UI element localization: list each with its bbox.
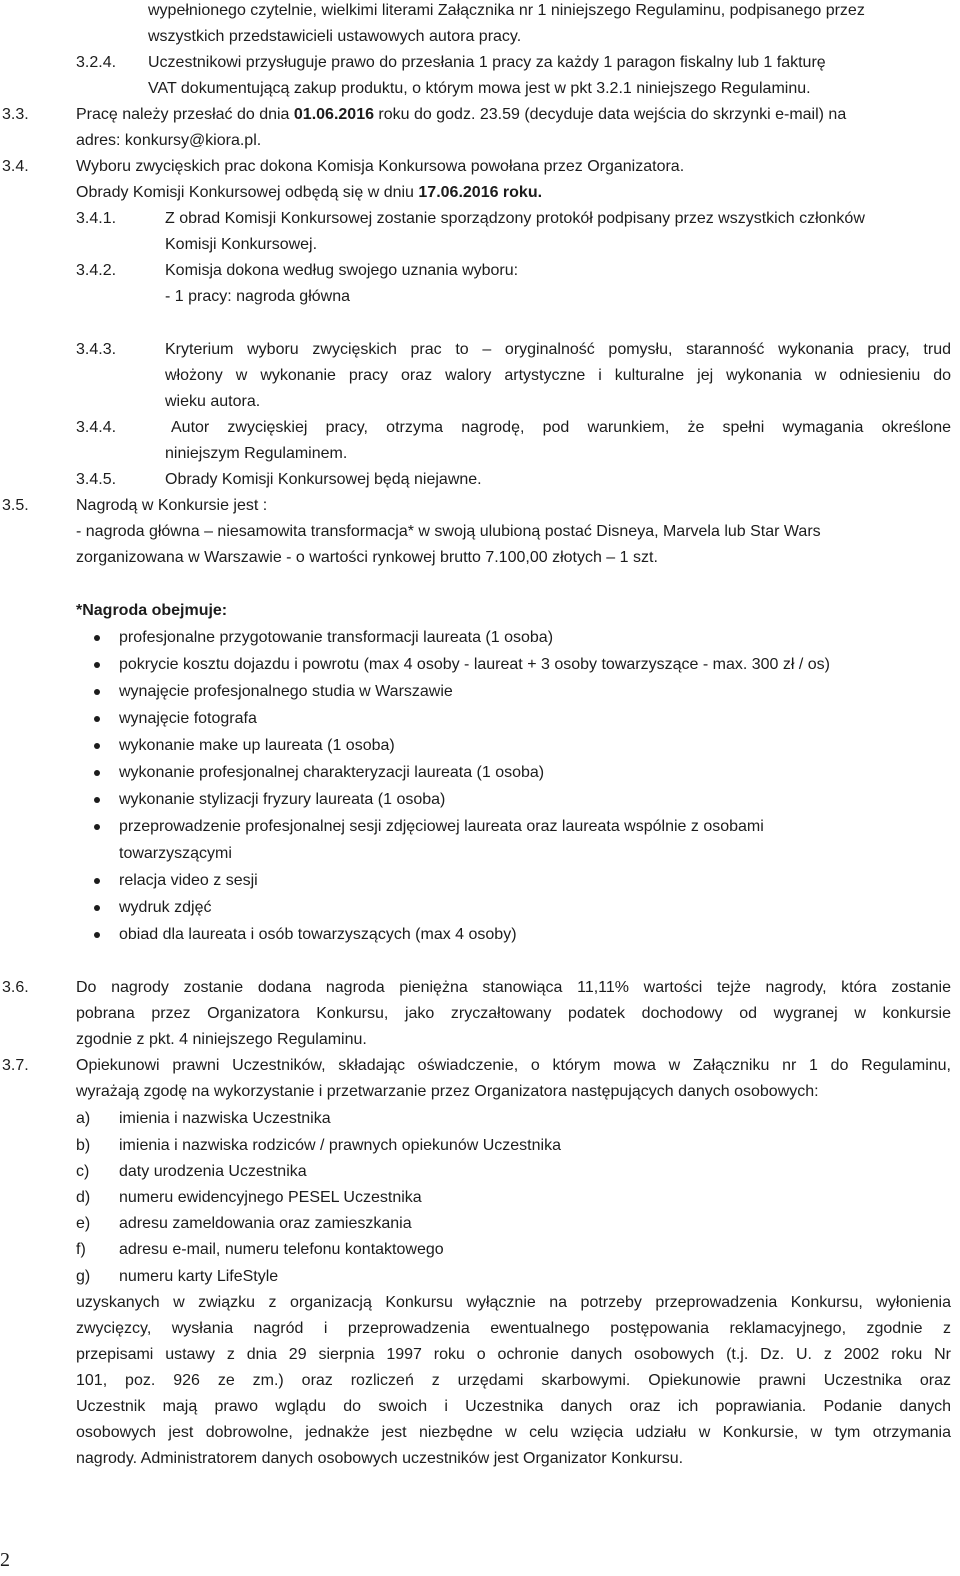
bullet-icon: [94, 824, 100, 830]
section-3-4-3-line-1: Kryterium wyboru zwycięskich prac to – oryginalność pomysłu, staranność wykonania pracy, trud: [165, 341, 951, 358]
bullet-icon: [94, 878, 100, 884]
list-letter: b): [76, 1137, 91, 1154]
section-3-4-2-line-1: Komisja dokona według swojego uznania wyboru:: [165, 262, 519, 279]
prize-item: wynajęcie fotografa: [119, 710, 257, 727]
bullet-icon: [94, 716, 100, 722]
section-3-4-2-line-2: - 1 pracy: nagroda główna: [165, 288, 350, 305]
list-item: adresu e-mail, numeru telefonu kontaktowego: [119, 1241, 444, 1258]
prize-item: profesjonalne przygotowanie transformacji laureata (1 osoba): [119, 629, 554, 646]
section-3-3-line-2: adres: konkursy@kiora.pl.: [76, 132, 262, 149]
section-3-4-1-line-1: Z obrad Komisji Konkursowej zostanie sporządzony protokół podpisany przez wszystkich członków: [165, 210, 865, 227]
list-letter: g): [76, 1268, 91, 1285]
bullet-icon: [94, 689, 100, 695]
section-number-3-4: 3.4.: [2, 158, 29, 175]
section-3-7-tail-line-2: zwycięzcy, wysłania nagród i przeprowadzenia ewentualnego postępowania reklamacyjnego, zgodnie z: [76, 1320, 951, 1337]
bullet-icon: [94, 743, 100, 749]
bullet-icon: [94, 662, 100, 668]
prize-item-continuation: towarzyszącymi: [119, 845, 232, 862]
list-item: imienia i nazwiska rodziców / prawnych opiekunów Uczestnika: [119, 1137, 561, 1154]
list-letter: a): [76, 1110, 91, 1127]
continuation-line-1: wypełnionego czytelnie, wielkimi literami Załącznika nr 1 niniejszego Regulaminu, podpisanego przez: [148, 2, 865, 19]
prize-heading: *Nagroda obejmuje:: [76, 602, 228, 619]
prize-item: obiad dla laureata i osób towarzyszących (max 4 osoby): [119, 926, 517, 943]
section-3-7-line-1: Opiekunowi prawni Uczestników, składając oświadczenie, o którym mowa w Załączniku nr 1 do Regulaminu,: [76, 1057, 951, 1074]
list-letter: c): [76, 1163, 90, 1180]
section-3-5-line-2: - nagroda główna – niesamowita transformacja* w swoją ulubioną postać Disneya, Marvela lub Star Wars: [76, 523, 821, 540]
section-3-7-tail-line-7: nagrody. Administratorem danych osobowych uczestników jest Organizator Konkursu.: [76, 1450, 684, 1467]
section-3-7-tail-line-4: 101, poz. 926 ze zm.) oraz rozliczeń z urzędami skarbowymi. Opiekunowie prawni Uczestnika oraz: [76, 1372, 951, 1389]
prize-item: wydruk zdjęć: [119, 899, 212, 916]
section-3-4-line-1: Wyboru zwycięskich prac dokona Komisja Konkursowa powołana przez Organizatora.: [76, 158, 685, 175]
section-3-7-tail-line-1: uzyskanych w związku z organizacją Konkursu wyłącznie na potrzeby przeprowadzenia Konkursu, wyłonienia: [76, 1294, 951, 1311]
list-item: daty urodzenia Uczestnika: [119, 1163, 307, 1180]
section-number-3-4-2: 3.4.2.: [76, 262, 117, 279]
section-3-6-line-3: zgodnie z pkt. 4 niniejszego Regulaminu.: [76, 1031, 367, 1048]
prize-item: wykonanie profesjonalnej charakteryzacji laureata (1 osoba): [119, 764, 545, 781]
section-3-4-3-line-2: włożony w wykonanie pracy oraz walory artystyczne i kulturalne jej wykonania w odniesieniu do: [165, 367, 951, 384]
deadline-date: 01.06.2016: [293, 106, 374, 123]
section-3-4-4-line-2: niniejszym Regulaminem.: [165, 445, 348, 462]
section-number-3-4-4: 3.4.4.: [76, 419, 117, 436]
bullet-icon: [94, 770, 100, 776]
section-number-3-7: 3.7.: [2, 1057, 29, 1074]
section-3-3-line-1: Pracę należy przesłać do dnia 01.06.2016 roku do godz. 23.59 (decyduje data wejścia do skrzynki e-mail) na: [76, 106, 847, 123]
section-3-4-1-line-2: Komisji Konkursowej.: [165, 236, 318, 253]
section-3-5-line-3: zorganizowana w Warszawie - o wartości rynkowej brutto 7.100,00 złotych – 1 szt.: [76, 549, 658, 566]
section-number-3-4-1: 3.4.1.: [76, 210, 117, 227]
section-3-4-5-line-1: Obrady Komisji Konkursowej będą niejawne.: [165, 471, 482, 488]
bullet-icon: [94, 905, 100, 911]
bullet-icon: [94, 797, 100, 803]
list-letter: d): [76, 1189, 91, 1206]
list-item: numeru ewidencyjnego PESEL Uczestnika: [119, 1189, 422, 1206]
section-3-2-4-line-2: VAT dokumentującą zakup produktu, o którym mowa jest w pkt 3.2.1 niniejszego Regulaminu.: [148, 80, 811, 97]
list-letter: f): [76, 1241, 86, 1258]
page-number: 2: [0, 1549, 10, 1571]
prize-item: wykonanie stylizacji fryzury laureata (1 osoba): [119, 791, 446, 808]
list-item: imienia i nazwiska Uczestnika: [119, 1110, 331, 1127]
section-3-7-tail-line-5: Uczestnik mają prawo wglądu do swoich i Uczestnika danych oraz ich poprawiania. Podanie danych: [76, 1398, 951, 1415]
prize-item: wynajęcie profesjonalnego studia w Warszawie: [119, 683, 453, 700]
prize-item: pokrycie kosztu dojazdu i powrotu (max 4 osoby - laureat + 3 osoby towarzyszące - max. 300 zł / os): [119, 656, 830, 673]
continuation-line-2: wszystkich przedstawicieli ustawowych autora pracy.: [148, 28, 522, 45]
list-item: adresu zameldowania oraz zamieszkania: [119, 1215, 412, 1232]
section-3-6-line-1: Do nagrody zostanie dodana nagroda pieniężna stanowiąca 11,11% wartości tejże nagrody, która zostanie: [76, 979, 951, 996]
section-number-3-6: 3.6.: [2, 979, 29, 996]
section-number-3-4-5: 3.4.5.: [76, 471, 117, 488]
prize-item: wykonanie make up laureata (1 osoba): [119, 737, 395, 754]
section-number-3-4-3: 3.4.3.: [76, 341, 117, 358]
prize-item: przeprowadzenie profesjonalnej sesji zdjęciowej laureata oraz laureata wspólnie z osobami: [119, 818, 764, 835]
section-number-3-5: 3.5.: [2, 497, 29, 514]
jury-date: 17.06.2016 roku.: [418, 184, 543, 201]
prize-item: relacja video z sesji: [119, 872, 258, 889]
section-3-2-4-line-1: Uczestnikowi przysługuje prawo do przesłania 1 pracy za każdy 1 paragon fiskalny lub 1 fakturę: [148, 54, 826, 71]
section-3-5-line-1: Nagrodą w Konkursie jest :: [76, 497, 268, 514]
section-3-4-3-line-3: wieku autora.: [165, 393, 261, 410]
bullet-icon: [94, 635, 100, 641]
section-3-6-line-2: pobrana przez Organizatora Konkursu, jako zryczałtowany podatek dochodowy od wygranej w konkursie: [76, 1005, 951, 1022]
list-letter: e): [76, 1215, 91, 1232]
section-number-3-2-4: 3.2.4.: [76, 54, 117, 71]
section-3-7-tail-line-3: przepisami ustawy z dnia 29 sierpnia 1997 roku o ochronie danych osobowych (t.j. Dz. U. z 2002 roku Nr: [76, 1346, 951, 1363]
section-3-4-4-line-1: Autor zwycięskiej pracy, otrzyma nagrodę, pod warunkiem, że spełni wymagania określone: [171, 419, 951, 436]
section-3-4-line-2: Obrady Komisji Konkursowej odbędą się w dniu 17.06.2016 roku.: [76, 184, 543, 201]
list-item: numeru karty LifeStyle: [119, 1268, 279, 1285]
section-3-7-tail-line-6: osobowych jest dobrowolne, jednakże jest niezbędne w celu wzięcia udziału w Konkursie, w tym otrzymania: [76, 1424, 951, 1441]
section-3-7-line-2: wyrażają zgodę na wykorzystanie i przetwarzanie przez Organizatora następujących danych osobowych:: [76, 1083, 819, 1100]
bullet-icon: [94, 932, 100, 938]
section-number-3-3: 3.3.: [2, 106, 29, 123]
